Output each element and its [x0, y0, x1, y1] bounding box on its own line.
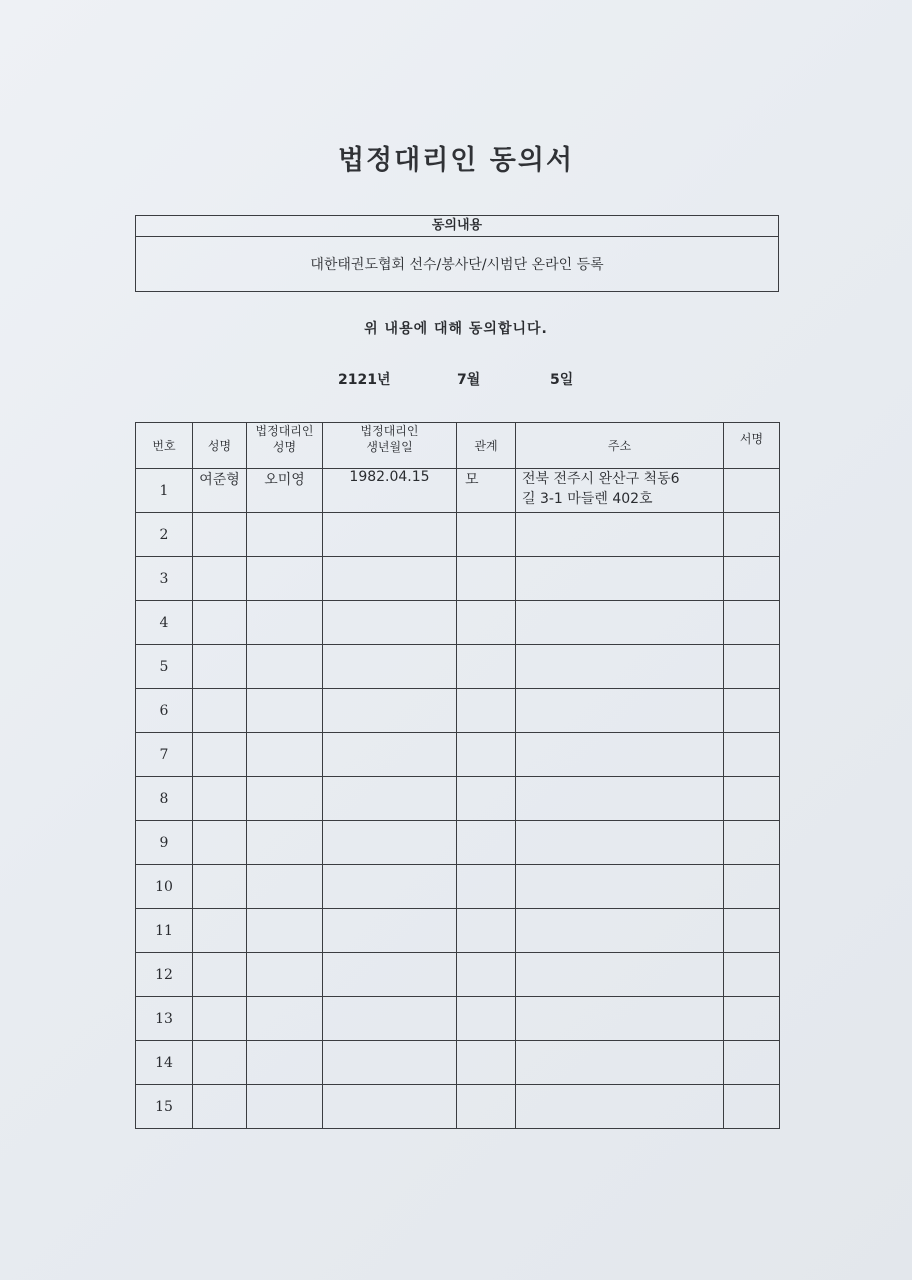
cell-guardian-name — [247, 513, 323, 557]
row-number: 2 — [136, 513, 193, 557]
cell-guardian-name — [247, 953, 323, 997]
cell-relation — [457, 953, 516, 997]
document-title: 법정대리인 동의서 — [337, 145, 575, 176]
cell-guardian-name: 오미영 — [247, 469, 323, 513]
row-number: 9 — [136, 821, 193, 865]
cell-name — [193, 865, 247, 909]
table-row — [136, 1085, 780, 1129]
table-row — [136, 1041, 780, 1085]
cell-guardian-birth — [323, 777, 457, 821]
row-number: 14 — [136, 1041, 193, 1085]
cell-guardian-name — [247, 645, 323, 689]
cell-signature — [724, 645, 780, 689]
cell-guardian-birth — [323, 601, 457, 645]
row-number: 10 — [136, 865, 193, 909]
cell-name — [193, 997, 247, 1041]
table-row — [136, 469, 780, 513]
table-row — [136, 601, 780, 645]
cell-signature — [724, 1041, 780, 1085]
cell-name — [193, 689, 247, 733]
header-guardian-birth: 법정대리인 생년월일 — [323, 423, 457, 469]
header-relation: 관계 — [457, 423, 516, 469]
cell-guardian-birth — [323, 557, 457, 601]
cell-address — [516, 1041, 724, 1085]
consent-box — [135, 215, 779, 292]
cell-signature — [724, 909, 780, 953]
cell-name — [193, 733, 247, 777]
cell-name — [193, 1085, 247, 1129]
consent-content: 대한태권도협회 선수/봉사단/시범단 온라인 등록 — [310, 257, 604, 273]
cell-address: 전북 전주시 완산구 척동6 길 3-1 마들렌 402호 — [516, 469, 724, 513]
cell-guardian-birth — [323, 909, 457, 953]
table-row — [136, 997, 780, 1041]
cell-signature — [724, 821, 780, 865]
cell-signature — [724, 997, 780, 1041]
cell-signature — [724, 733, 780, 777]
cell-guardian-birth — [323, 865, 457, 909]
cell-name — [193, 557, 247, 601]
cell-address — [516, 1085, 724, 1129]
date-month: 7월 — [457, 372, 481, 388]
cell-guardian-name — [247, 557, 323, 601]
cell-signature — [724, 777, 780, 821]
cell-relation — [457, 557, 516, 601]
row-number: 7 — [136, 733, 193, 777]
cell-signature — [724, 1085, 780, 1129]
table-body — [136, 469, 780, 1129]
cell-address — [516, 865, 724, 909]
cell-relation — [457, 733, 516, 777]
cell-relation — [457, 909, 516, 953]
agree-statement: 위 내용에 대해 동의합니다. — [364, 321, 548, 337]
cell-relation — [457, 997, 516, 1041]
table-row — [136, 557, 780, 601]
header-address: 주소 — [516, 423, 724, 469]
cell-guardian-birth — [323, 997, 457, 1041]
cell-guardian-birth — [323, 513, 457, 557]
table-row — [136, 645, 780, 689]
cell-relation: 모 — [457, 469, 516, 513]
row-number: 8 — [136, 777, 193, 821]
cell-address — [516, 689, 724, 733]
cell-guardian-name — [247, 1085, 323, 1129]
cell-relation — [457, 513, 516, 557]
cell-address — [516, 557, 724, 601]
cell-relation — [457, 601, 516, 645]
cell-guardian-birth — [323, 821, 457, 865]
row-number: 12 — [136, 953, 193, 997]
cell-address — [516, 953, 724, 997]
cell-guardian-birth — [323, 733, 457, 777]
cell-name — [193, 821, 247, 865]
row-number: 15 — [136, 1085, 193, 1129]
table-row — [136, 953, 780, 997]
cell-relation — [457, 1085, 516, 1129]
table-row — [136, 865, 780, 909]
cell-guardian-name — [247, 777, 323, 821]
cell-address — [516, 777, 724, 821]
cell-name — [193, 601, 247, 645]
row-number: 3 — [136, 557, 193, 601]
cell-name: 여준형 — [193, 469, 247, 513]
cell-name — [193, 909, 247, 953]
row-number: 4 — [136, 601, 193, 645]
cell-name — [193, 645, 247, 689]
cell-guardian-name — [247, 733, 323, 777]
cell-relation — [457, 821, 516, 865]
cell-name — [193, 513, 247, 557]
registration-table — [135, 422, 780, 1129]
cell-signature — [724, 557, 780, 601]
cell-guardian-name — [247, 909, 323, 953]
cell-signature — [724, 469, 780, 513]
cell-signature — [724, 689, 780, 733]
cell-signature — [724, 953, 780, 997]
table-row — [136, 513, 780, 557]
cell-relation — [457, 865, 516, 909]
header-number: 번호 — [136, 423, 193, 469]
row-number: 13 — [136, 997, 193, 1041]
cell-relation — [457, 645, 516, 689]
cell-guardian-birth — [323, 689, 457, 733]
table-row — [136, 777, 780, 821]
cell-guardian-name — [247, 865, 323, 909]
date-day: 5일 — [550, 372, 574, 388]
cell-guardian-birth — [323, 953, 457, 997]
cell-name — [193, 777, 247, 821]
header-name: 성명 — [193, 423, 247, 469]
cell-address — [516, 821, 724, 865]
cell-address — [516, 909, 724, 953]
table-row — [136, 733, 780, 777]
row-number: 11 — [136, 909, 193, 953]
cell-address — [516, 601, 724, 645]
cell-guardian-birth: 1982.04.15 — [323, 469, 457, 513]
header-guardian-name: 법정대리인 성명 — [247, 423, 323, 469]
cell-guardian-birth — [323, 1085, 457, 1129]
cell-guardian-name — [247, 821, 323, 865]
table-row — [136, 689, 780, 733]
cell-guardian-birth — [323, 1041, 457, 1085]
cell-guardian-name — [247, 601, 323, 645]
row-number: 5 — [136, 645, 193, 689]
cell-guardian-birth — [323, 645, 457, 689]
cell-name — [193, 1041, 247, 1085]
table-row — [136, 821, 780, 865]
cell-guardian-name — [247, 1041, 323, 1085]
cell-signature — [724, 601, 780, 645]
consent-header: 동의내용 — [136, 216, 778, 237]
cell-address — [516, 733, 724, 777]
cell-relation — [457, 1041, 516, 1085]
cell-guardian-name — [247, 689, 323, 733]
header-signature: 서명 — [724, 423, 780, 469]
cell-guardian-name — [247, 997, 323, 1041]
cell-name — [193, 953, 247, 997]
cell-relation — [457, 777, 516, 821]
cell-address — [516, 997, 724, 1041]
date-year: 2121년 — [338, 372, 391, 388]
table-header-row — [136, 423, 780, 469]
cell-address — [516, 645, 724, 689]
cell-address — [516, 513, 724, 557]
cell-signature — [724, 513, 780, 557]
row-number: 6 — [136, 689, 193, 733]
cell-relation — [457, 689, 516, 733]
table-row — [136, 909, 780, 953]
row-number: 1 — [136, 469, 193, 513]
cell-signature — [724, 865, 780, 909]
